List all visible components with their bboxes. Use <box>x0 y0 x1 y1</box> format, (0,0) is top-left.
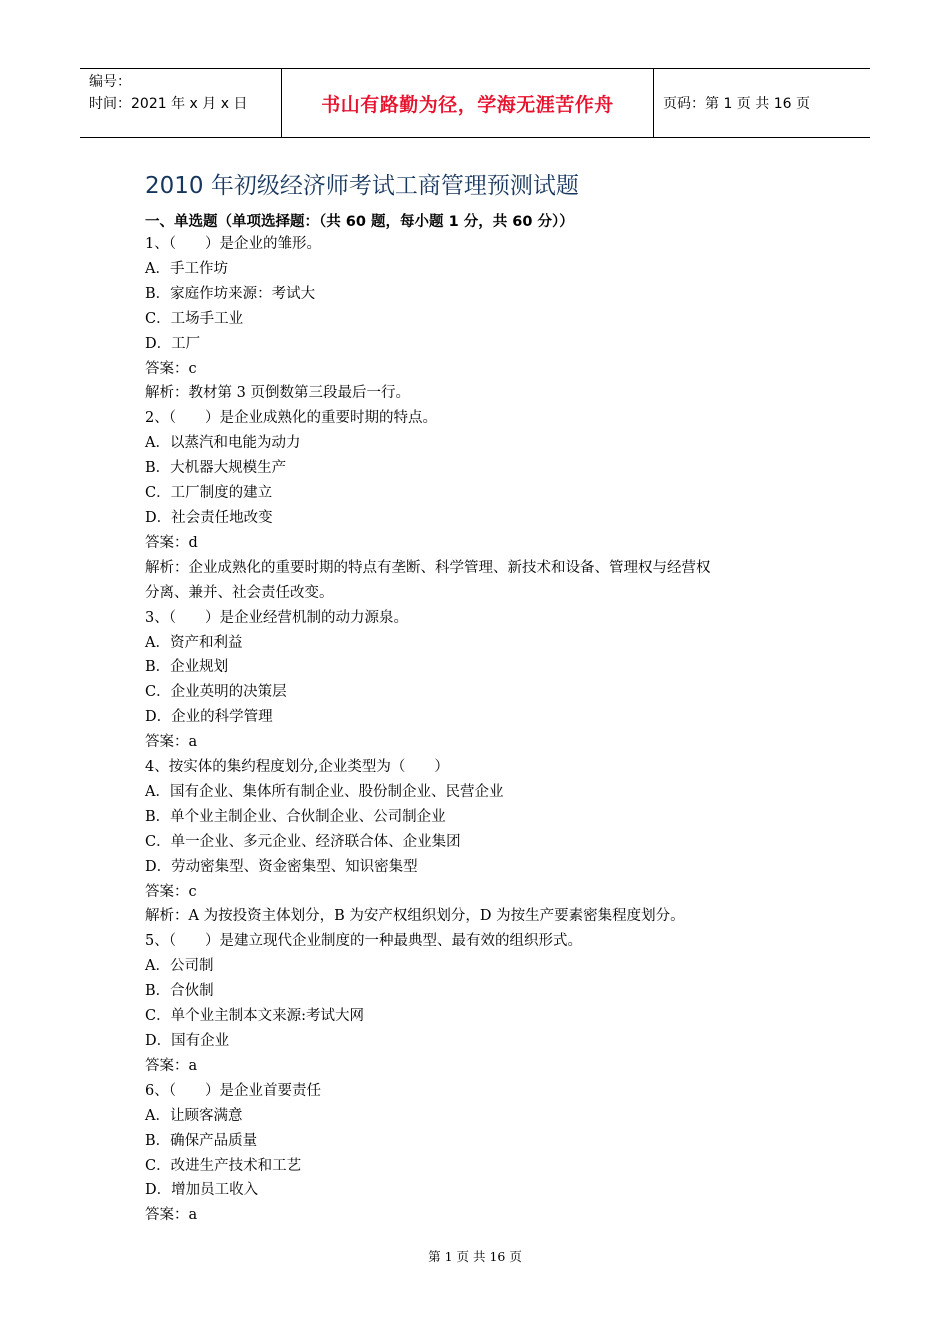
text-line: A．让顾客满意 <box>145 1107 243 1124</box>
text-line: 3、（ ）是企业经营机制的动力源泉。 <box>145 609 408 626</box>
text-line: A．资产和利益 <box>145 634 243 651</box>
text-line: 4、按实体的集约程度划分,企业类型为（ ） <box>145 759 449 776</box>
text-line: C．单个业主制本文来源:考试大网 <box>145 1008 364 1025</box>
text-line: B．合伙制 <box>145 983 214 1000</box>
header-table <box>80 68 870 138</box>
question-content <box>145 232 825 1228</box>
text-line: 答案：c <box>145 360 197 377</box>
text-line: 答案：a <box>145 734 198 751</box>
text-line: 解析：教材第 3 页倒数第三段最后一行。 <box>145 385 410 402</box>
text-line: 答案：c <box>145 883 197 900</box>
page-footer: 第 1 页 共 16 页 <box>428 1249 522 1264</box>
page-info: 页码：第 1 页 共 16 页 <box>663 96 810 112</box>
text-line: A．公司制 <box>145 958 214 975</box>
text-line: 答案：d <box>145 534 198 551</box>
text-line: D．劳动密集型、资金密集型、知识密集型 <box>145 858 418 875</box>
text-line: 6、（ ）是企业首要责任 <box>145 1082 321 1099</box>
text-line: B．家庭作坊来源：考试大 <box>145 285 316 302</box>
text-line: C．单一企业、多元企业、经济联合体、企业集团 <box>145 833 461 850</box>
text-line: 解析：企业成熟化的重要时期的特点有垄断、科学管理、新技术和设备、管理权与经营权 <box>145 559 711 576</box>
section-heading: 一、单选题（单项选择题：（共 60 题，每小题 1 分，共 60 分）） <box>145 214 574 230</box>
header-meta-cell <box>80 69 282 137</box>
text-line: 解析：A 为按投资主体划分，B 为安产权组织划分，D 为按生产要素密集程度划分。 <box>145 908 685 925</box>
text-line: C．工场手工业 <box>145 310 244 327</box>
text-line: 答案：a <box>145 1057 198 1074</box>
document-title: 2010 年初级经济师考试工商管理预测试题 <box>145 173 579 199</box>
text-line: C．工厂制度的建立 <box>145 485 273 502</box>
text-line: B．确保产品质量 <box>145 1132 258 1149</box>
text-line: D．社会责任地改变 <box>145 509 273 526</box>
text-line: D．国有企业 <box>145 1033 230 1049</box>
motto: 书山有路勤为径，学海无涯苦作舟 <box>321 93 614 116</box>
text-line: 分离、兼并、社会责任改变。 <box>145 584 334 601</box>
text-line: B．大机器大规模生产 <box>145 460 287 477</box>
text-line: B．企业规划 <box>145 659 229 676</box>
header-motto-cell <box>282 69 654 137</box>
text-line: B．单个业主制企业、合伙制企业、公司制企业 <box>145 808 446 825</box>
header-page-cell <box>654 69 870 137</box>
text-line: C．企业英明的决策层 <box>145 684 287 701</box>
text-line: 1、（ ）是企业的雏形。 <box>145 236 321 252</box>
number-label: 编号： <box>89 74 131 90</box>
text-line: 答案：a <box>145 1207 198 1224</box>
text-line: D．增加员工收入 <box>145 1182 259 1199</box>
text-line: 2、（ ）是企业成熟化的重要时期的特点。 <box>145 410 437 427</box>
text-line: C．改进生产技术和工艺 <box>145 1157 302 1174</box>
text-line: D．企业的科学管理 <box>145 709 273 726</box>
text-line: 5、（ ）是建立现代企业制度的一种最典型、最有效的组织形式。 <box>145 933 582 950</box>
time-label: 时间：2021 年 x 月 x 日 <box>89 96 248 112</box>
text-line: D．工厂 <box>145 335 201 352</box>
text-line: A．以蒸汽和电能为动力 <box>145 435 301 452</box>
text-line: A．手工作坊 <box>145 260 228 277</box>
text-line: A．国有企业、集体所有制企业、股份制企业、民营企业 <box>145 783 504 800</box>
